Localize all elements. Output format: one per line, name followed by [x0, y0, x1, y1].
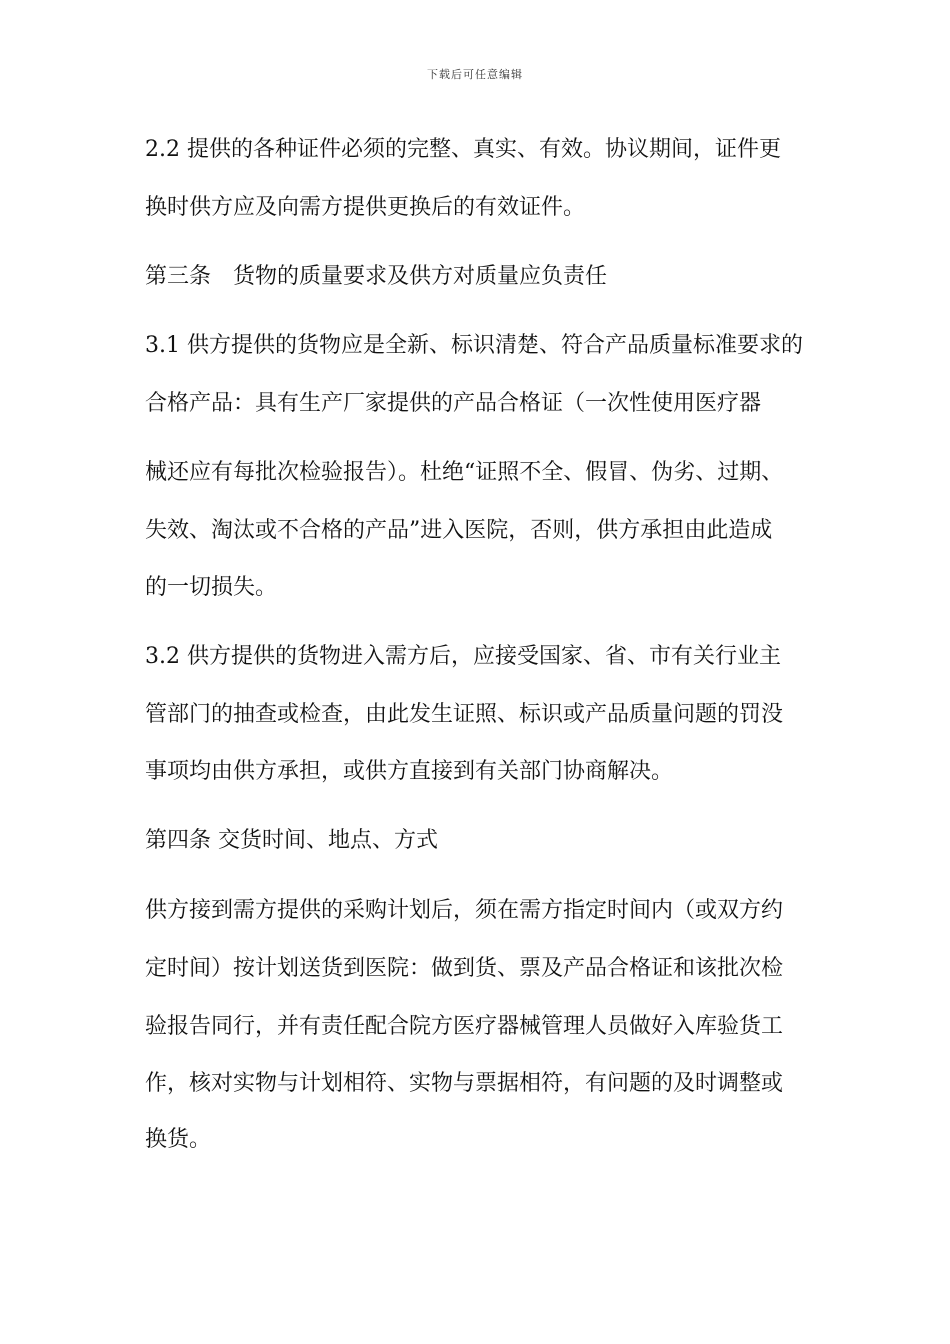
- paragraph-line: 验报告同行，并有责任配合院方医疗器械管理人员做好入库验货工: [145, 1014, 784, 1039]
- paragraph-line: 合格产品：具有生产厂家提供的产品合格证（一次性使用医疗器: [145, 391, 762, 416]
- paragraph-line: 定时间）按计划送货到医院：做到货、票及产品合格证和该批次检: [145, 956, 784, 981]
- paragraph-line: 事项均由供方承担，或供方直接到有关部门协商解决。: [145, 759, 674, 784]
- paragraph-line: 换货。: [145, 1127, 212, 1152]
- paragraph-line: 作，核对实物与计划相符、实物与票据相符，有问题的及时调整或: [145, 1071, 784, 1096]
- paragraph-line: 的一切损失。: [145, 575, 278, 600]
- paragraph-line: 械还应有每批次检验报告）。杜绝“证照不全、假冒、伪劣、过期、: [145, 460, 784, 485]
- paragraph-line: 管部门的抽查或检查，由此发生证照、标识或产品质量问题的罚没: [145, 702, 784, 727]
- section-heading: 第三条 货物的质量要求及供方对质量应负责任: [145, 264, 608, 289]
- paragraph-line: 失效、淘汰或不合格的产品”进入医院，否则，供方承担由此造成: [145, 518, 773, 543]
- section-heading: 第四条 交货时间、地点、方式: [145, 828, 438, 853]
- paragraph-line: 2.2 提供的各种证件必须的完整、真实、有效。协议期间，证件更: [145, 137, 781, 162]
- paragraph-line: 换时供方应及向需方提供更换后的有效证件。: [145, 195, 586, 220]
- paragraph-line: 3.2 供方提供的货物进入需方后，应接受国家、省、市有关行业主: [145, 644, 781, 669]
- page-header: 下载后可任意编辑: [427, 68, 523, 81]
- paragraph-line: 3.1 供方提供的货物应是全新、标识清楚、符合产品质量标准要求的: [145, 333, 803, 358]
- paragraph-line: 供方接到需方提供的采购计划后，须在需方指定时间内（或双方约: [145, 898, 784, 923]
